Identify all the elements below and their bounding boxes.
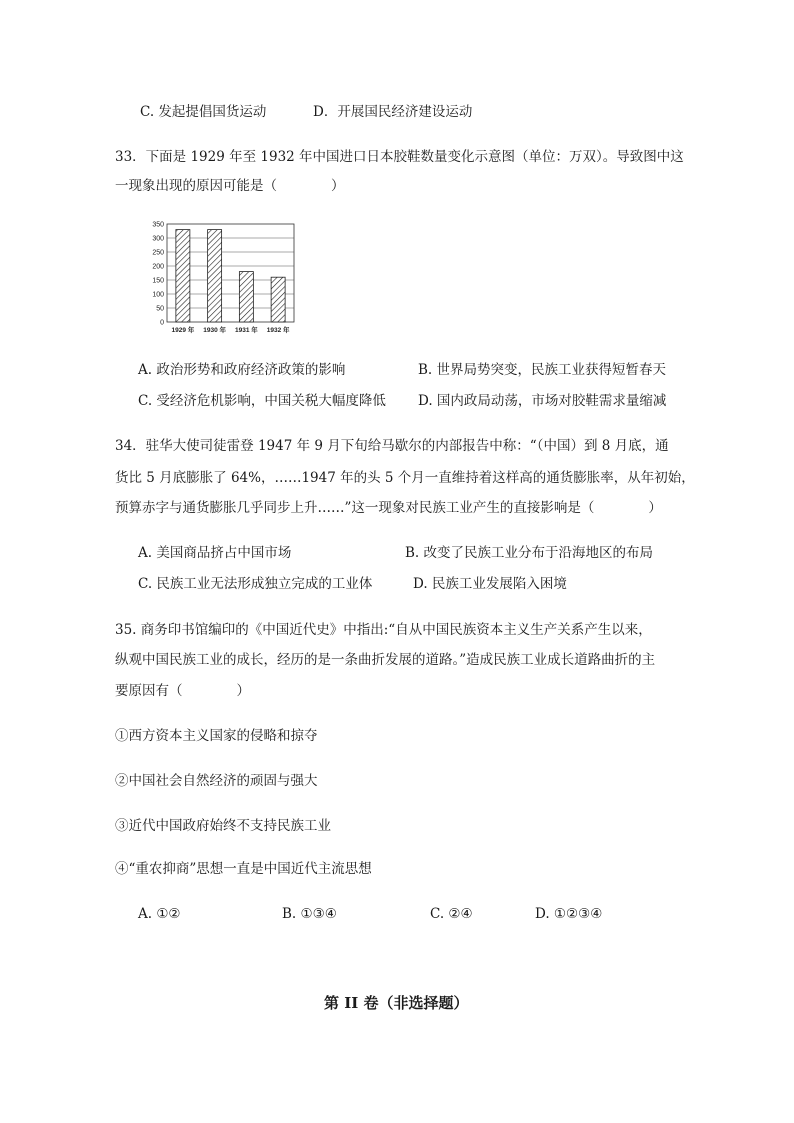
- q35-option-d: D. ①②③④: [535, 906, 603, 922]
- x-tick-label: 1929 年: [171, 327, 195, 334]
- x-tick-label: 1931 年: [234, 327, 258, 334]
- q34-option-b: B. 改变了民族工业分布于沿海地区的布局: [405, 545, 654, 561]
- bar: [208, 230, 222, 322]
- bar: [239, 272, 253, 322]
- q35-stem-line-3: 要原因有（ ）: [115, 683, 250, 699]
- q33-stem-line-1: 33．下面是 1929 年至 1932 年中国进口日本胶鞋数量变化示意图（单位：万双）。导致图中这: [115, 149, 684, 165]
- q34-stem-line-1: 34．驻华大使司徒雷登 1947 年 9 月下旬给马歇尔的内部报告中称：“（中国）到 8 月底，通: [115, 438, 669, 454]
- q34-option-a: A. 美国商品挤占中国市场: [138, 545, 292, 561]
- q34-option-c: C. 民族工业无法形成独立完成的工业体: [138, 576, 373, 592]
- x-tick-label: 1930 年: [203, 327, 227, 334]
- y-tick-label: 0: [160, 319, 164, 327]
- section-title: 第 II 卷（非选择题）: [324, 994, 469, 1012]
- q35-stem-line-1: 35. 商务印书馆编印的《中国近代史》中指出:“自从中国民族资本主义生产关系产生以来，: [115, 622, 652, 638]
- q35-item-2: ②中国社会自然经济的顽固与强大: [115, 773, 318, 789]
- y-tick-label: 100: [152, 291, 164, 299]
- bar-chart: [140, 216, 310, 340]
- q34-option-d: D. 民族工业发展陷入困境: [413, 576, 567, 592]
- y-tick-label: 150: [152, 277, 164, 285]
- bar: [176, 230, 190, 322]
- q35-option-c: C. ②④: [430, 906, 473, 922]
- y-tick-label: 300: [152, 235, 164, 243]
- q35-option-a: A. ①②: [138, 906, 181, 922]
- q33-option-c: C. 受经济危机影响，中国关税大幅度降低: [138, 393, 386, 409]
- q35-option-b: B. ①③④: [282, 906, 337, 922]
- y-tick-label: 50: [156, 305, 164, 313]
- q32-option-d: D．开展国民经济建设运动: [313, 104, 473, 120]
- q34-stem-line-2: 货比 5 月底膨胀了 64%，……1947 年的头 5 个月一直维持着这样高的通货膨胀率，从年初始，: [115, 470, 695, 486]
- q32-option-c: C. 发起提倡国货运动: [140, 104, 267, 120]
- q33-option-a: A. 政治形势和政府经济政策的影响: [138, 362, 346, 378]
- bar: [271, 277, 285, 322]
- q35-item-3: ③近代中国政府始终不支持民族工业: [115, 818, 331, 834]
- q35-item-1: ①西方资本主义国家的侵略和掠夺: [115, 728, 318, 744]
- q35-stem-line-2: 纵观中国民族工业的成长，经历的是一条曲折发展的道路。”造成民族工业成长道路曲折的主: [115, 652, 656, 668]
- q35-item-4: ④“重农抑商”思想一直是中国近代主流思想: [115, 861, 372, 877]
- q34-stem-line-3: 预算赤字与通货膨胀几乎同步上升……”这一现象对民族工业产生的直接影响是（ ）: [115, 500, 662, 516]
- y-tick-label: 350: [152, 221, 164, 229]
- q33-stem-line-2: 一现象出现的原因可能是（ ）: [115, 178, 345, 194]
- q33-option-d: D. 国内政局动荡，市场对胶鞋需求量缩减: [418, 393, 667, 409]
- y-tick-label: 200: [152, 263, 164, 271]
- q33-option-b: B. 世界局势突变，民族工业获得短暂春天: [418, 362, 667, 378]
- y-tick-label: 250: [152, 249, 164, 257]
- x-tick-label: 1932 年: [266, 327, 290, 334]
